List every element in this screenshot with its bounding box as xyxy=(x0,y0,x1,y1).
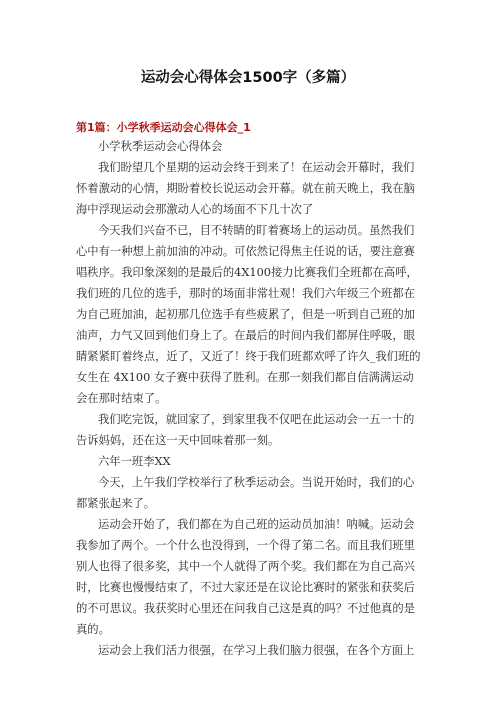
paragraph-line: 油声，力气又回到他们身上了。在最后的时间内我们都屏住呼吸，眼 xyxy=(76,329,415,342)
paragraph-line: 女生在 4X100 女子赛中获得了胜利。在那一刻我们都自信满满运动 xyxy=(76,371,414,384)
paragraph-line: 我们班的几位的选手，那时的场面非常壮观！我们六年级三个班都在 xyxy=(76,287,415,300)
paragraph-line: 我们盼望几个星期的运动会终于到来了！在运动会开幕时，我们 xyxy=(98,161,415,174)
paragraph-line: 海中浮现运动会那激动人心的场面不下几十次了 xyxy=(76,203,314,216)
paragraph xyxy=(76,451,420,472)
paragraph-line: 别人也得了很多奖，其中一个人就得了两个奖。我们都在为自己高兴 xyxy=(76,560,415,573)
paragraph-line: 唱秩序。我印象深刻的是最后的4X100接力比赛我们全班都在高呼， xyxy=(76,266,418,279)
paragraph xyxy=(76,157,420,220)
paragraph xyxy=(76,514,420,640)
paragraph-line: 运动会上我们活力很强，在学习上我们脑力很强，在各个方面上 xyxy=(98,644,415,657)
paragraph-line: 的不可思议。我获奖时心里还在问我自己这是真的吗？不过他真的是 xyxy=(76,602,415,615)
paragraph-line: 六年一班李XX xyxy=(98,455,171,468)
paragraph-line: 告诉妈妈，还在这一天中回味着那一刻。 xyxy=(76,434,280,447)
paragraph-line: 心中有一种想上前加油的冲动。可依然记得焦主任说的话，要注意赛 xyxy=(76,245,415,258)
paragraph-line: 今天，上午我们学校举行了秋季运动会。当说开始时，我们的心 xyxy=(98,476,415,489)
paragraph-line: 都紧张起来了。 xyxy=(76,497,156,510)
paragraph xyxy=(76,220,420,409)
paragraph-line: 小学秋季运动会心得体会 xyxy=(98,140,223,153)
paragraph-line: 运动会开始了，我们都在为自己班的运动员加油！呐喊。运动会 xyxy=(98,518,415,531)
paragraph xyxy=(76,136,420,157)
article-body xyxy=(76,136,420,661)
paragraph xyxy=(76,409,420,451)
paragraph-line: 睛紧紧盯着终点，近了，又近了！终于我们班都欢呼了许久_我们班的 xyxy=(76,350,421,363)
paragraph-line: 我们吃完饭，就回家了，到家里我不仅吧在此运动会一五一十的 xyxy=(98,413,415,426)
paragraph-line: 今天我们兴奋不已，目不转睛的盯着赛场上的运动员。虽然我们 xyxy=(98,224,415,237)
section-heading: 第1篇：小学秋季运动会心得体会_1 xyxy=(76,121,251,134)
paragraph xyxy=(76,640,420,661)
paragraph xyxy=(76,472,420,514)
paragraph-line: 时，比赛也慢慢结束了，不过大家还是在议论比赛时的紧张和获奖后 xyxy=(76,581,415,594)
paragraph-line: 我参加了两个。一个什么也没得到，一个得了第二名。而且我们班里 xyxy=(76,539,415,552)
paragraph-line: 怀着激动的心情，期盼着校长说运动会开幕。就在前天晚上，我在脑 xyxy=(76,182,415,195)
paragraph-line: 真的。 xyxy=(76,623,110,636)
paragraph-line: 会在那时结束了。 xyxy=(76,392,167,405)
document-title: 运动会心得体会1500字（多篇） xyxy=(140,70,356,86)
paragraph-line: 为自己班加油，起初那几位选手有些疲累了，但是一听到自己班的加 xyxy=(76,308,415,321)
